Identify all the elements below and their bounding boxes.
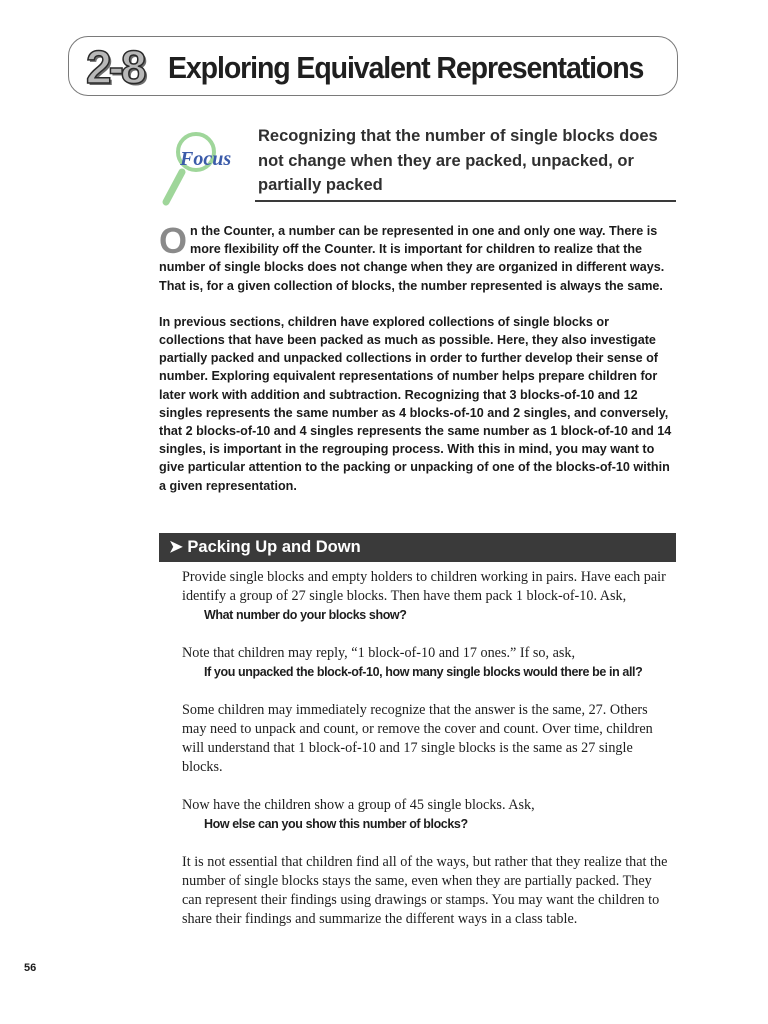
activity-paragraph-5: It is not essential that children find all of the ways, but rather that they realize that the number of single blocks stays the same, even when they are partially packed. They can represent their findings using drawings or stamps. You may want the children to share their findings and summarize the different ways in a class table.	[182, 854, 668, 927]
activity-paragraph-3: Some children may immediately recognize that the answer is the same, 27. Others may need to unpack and count, or remove the cover and count. Over time, children will understand that 1 block-of-10 and 17 single blocks is the same as 27 single blocks.	[182, 702, 653, 775]
page-title: Exploring Equivalent Representations	[168, 50, 644, 85]
activity-paragraph-4: Now have the children show a group of 45 single blocks. Ask,	[182, 797, 535, 813]
intro-paragraph-1	[159, 222, 677, 295]
teacher-question-3: How else can you show this number of blocks?	[204, 817, 468, 831]
focus-statement: Recognizing that the number of single blocks does not change when they are packed, unpacked, or partially packed	[258, 127, 658, 194]
focus-label: Focus	[180, 148, 232, 170]
activity-paragraph	[182, 644, 674, 682]
activity-heading: ➤ Packing Up and Down	[159, 533, 676, 562]
activity-paragraph-1: Provide single blocks and empty holders to children working in pairs. Have each pair identify a group of 27 single blocks. Then have them pack 1 block-of-10. Ask,	[182, 569, 666, 604]
intro-paragraph-2: In previous sections, children have explored collections of single blocks or collections that have been packed as much as possible. Here, they also investigate partially packed and unpacked collections in order to further develop their sense of number. Exploring equivalent representations of number helps prepare children for later work with addition and subtraction. Recognizing that 3 blocks-of-10 and 12 singles represents the same number as 4 blocks-of-10 and 2 singles, and conversely, that 2 blocks-of-10 and 4 singles represents the same number as 1 block-of-10 and 14 singles, is important in the regrouping process. With this in mind, you may want to give particular attention to the packing or unpacking of one of the blocks-of-10 within a given representation.	[159, 314, 672, 493]
activity-paragraph-2: Note that children may reply, “1 block-of-10 and 17 ones.” If so, ask,	[182, 645, 576, 661]
section-number: 2-8	[86, 41, 144, 93]
activity-paragraph	[182, 568, 674, 625]
focus-divider	[255, 200, 676, 202]
drop-cap: O	[159, 220, 188, 261]
page-number: 56	[24, 962, 37, 974]
activity-body	[182, 568, 674, 948]
intro-paragraph-1-text: n the Counter, a number can be represented in one and only one way. There is more flexibility off the Counter. It is important for children to realize that the number of single blocks does not change when they are organized in different ways. That is, for a given collection of blocks, the number represented is always the same.	[159, 224, 665, 293]
teacher-question-1: What number do your blocks show?	[204, 608, 407, 622]
activity-paragraph	[182, 796, 674, 834]
teacher-question-2: If you unpacked the block-of-10, how many single blocks would there be in all?	[204, 665, 643, 679]
intro-text	[159, 222, 677, 513]
focus-magnifier-icon	[160, 130, 250, 210]
